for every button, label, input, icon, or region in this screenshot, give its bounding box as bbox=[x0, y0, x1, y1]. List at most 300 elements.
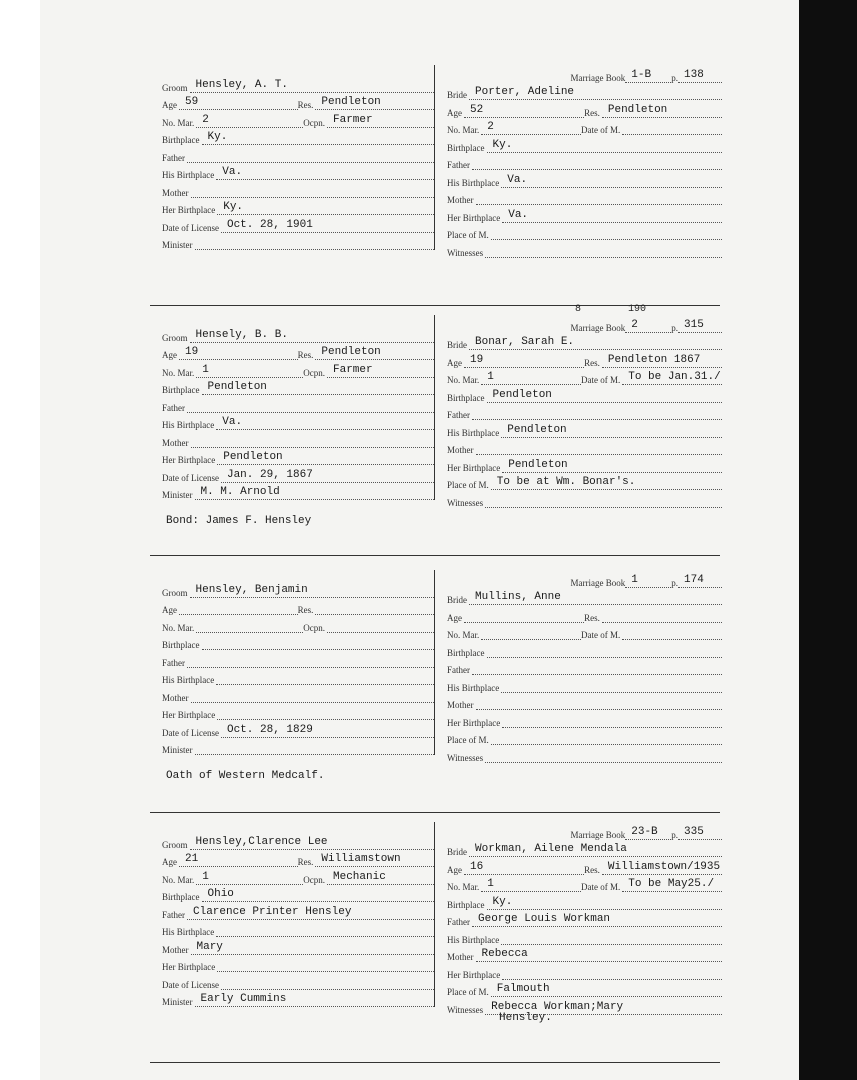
form-row bbox=[447, 927, 722, 945]
field-label: Place of M. bbox=[447, 735, 489, 745]
groom-name: Hensley,Clarence Lee bbox=[195, 835, 328, 848]
form-row bbox=[162, 93, 434, 111]
field-line bbox=[472, 912, 722, 927]
form-row bbox=[447, 385, 722, 403]
field-label: Her Birthplace bbox=[447, 462, 501, 473]
field-line bbox=[196, 870, 303, 885]
form-row bbox=[447, 840, 722, 858]
field-label: Mother bbox=[447, 952, 474, 962]
form-row bbox=[162, 615, 434, 633]
field-line bbox=[491, 475, 722, 490]
field-label: Birthplace bbox=[447, 899, 485, 910]
field-label: Groom bbox=[162, 332, 188, 343]
witnesses-continued: Hensley. bbox=[499, 1012, 552, 1024]
bride-no-mar: 1 bbox=[487, 878, 494, 890]
field-label: Age bbox=[447, 864, 462, 875]
bride-name: Mullins, Anne bbox=[475, 591, 561, 603]
field-label: Age bbox=[162, 350, 177, 360]
field-line bbox=[327, 618, 434, 633]
field-label: Mother bbox=[162, 944, 189, 955]
form-row bbox=[447, 980, 722, 998]
form-row bbox=[162, 198, 434, 216]
field-label: No. Mar. bbox=[447, 630, 480, 640]
field-label: His Birthplace bbox=[162, 170, 215, 180]
groom-no-mar: 2 bbox=[202, 113, 209, 126]
groom-occupation: Farmer bbox=[333, 113, 373, 126]
field-label: Place of M. bbox=[447, 230, 489, 240]
form-row bbox=[447, 170, 722, 188]
field-label: Date of License bbox=[162, 979, 219, 990]
record-divider bbox=[150, 1062, 720, 1063]
form-row bbox=[447, 188, 722, 206]
field-label: Witnesses bbox=[447, 1004, 484, 1015]
form-row bbox=[162, 650, 434, 668]
field-label: Res. bbox=[584, 357, 600, 368]
marriage-book-page: 315 bbox=[684, 318, 704, 331]
field-label: Minister bbox=[162, 490, 193, 500]
field-line bbox=[191, 688, 435, 703]
field-label: Res. bbox=[297, 605, 314, 615]
form-row bbox=[162, 902, 434, 920]
bride-residence: Williamstown/1935 bbox=[607, 860, 721, 873]
form-row bbox=[447, 490, 722, 508]
groom-no-mar: 1 bbox=[202, 363, 209, 376]
bride-column bbox=[447, 570, 722, 763]
field-line bbox=[472, 660, 722, 675]
field-label: No. Mar. bbox=[162, 117, 195, 128]
field-label: His Birthplace bbox=[162, 927, 215, 937]
marriage-book-page: 138 bbox=[684, 68, 704, 81]
groom-column bbox=[162, 315, 435, 500]
field-line bbox=[625, 318, 671, 333]
groom-column bbox=[162, 65, 435, 250]
form-row bbox=[162, 430, 434, 448]
field-line bbox=[202, 380, 435, 395]
form-row bbox=[162, 955, 434, 973]
field-line bbox=[487, 138, 723, 153]
groom-mother-birthplace: Pendleton bbox=[223, 451, 283, 463]
minister: M. M. Arnold bbox=[200, 486, 280, 498]
field-line bbox=[678, 318, 722, 333]
field-line bbox=[678, 573, 722, 588]
field-line bbox=[327, 363, 434, 378]
field-line bbox=[487, 643, 723, 658]
date-of-marriage: To be Jan.31./ bbox=[628, 371, 721, 383]
form-row bbox=[162, 180, 434, 198]
field-label: Mother bbox=[162, 692, 189, 703]
field-line bbox=[179, 345, 298, 360]
bride-residence: Pendleton 1867 bbox=[607, 353, 701, 366]
form-row bbox=[447, 640, 722, 658]
field-line bbox=[217, 200, 434, 215]
field-label: Ocpn. bbox=[303, 874, 325, 885]
form-row bbox=[162, 378, 434, 396]
form-row bbox=[162, 163, 434, 181]
field-line bbox=[221, 975, 434, 990]
bride-name: Porter, Adeline bbox=[475, 86, 575, 98]
field-label: p. bbox=[671, 577, 678, 588]
form-row bbox=[162, 720, 434, 738]
field-label: Bride bbox=[447, 90, 467, 100]
form-row bbox=[162, 110, 434, 128]
form-row bbox=[162, 413, 434, 431]
form-row bbox=[447, 710, 722, 728]
groom-column bbox=[162, 822, 435, 1007]
form-row bbox=[447, 857, 722, 875]
form-row bbox=[162, 233, 434, 251]
groom-name: Hensley, A. T. bbox=[195, 78, 288, 91]
form-row bbox=[162, 598, 434, 616]
marriage-book-number: 1 bbox=[631, 573, 638, 586]
field-line bbox=[187, 653, 434, 668]
bride-father: George Louis Workman bbox=[478, 913, 611, 925]
field-line bbox=[502, 208, 722, 223]
groom-mother-birthplace: Ky. bbox=[223, 201, 244, 213]
field-line bbox=[190, 78, 435, 93]
form-row bbox=[447, 693, 722, 711]
field-line bbox=[216, 415, 434, 430]
date-of-marriage: To be May25./ bbox=[628, 878, 715, 890]
bride-name: Workman, Ailene Mendala bbox=[475, 843, 627, 855]
field-label: Witnesses bbox=[447, 247, 484, 258]
form-row bbox=[162, 685, 434, 703]
date-of-license: Jan. 29, 1867 bbox=[226, 468, 313, 481]
field-label: Witnesses bbox=[447, 497, 484, 508]
field-label: Birthplace bbox=[162, 135, 200, 145]
bride-mother-birthplace: Va. bbox=[508, 208, 529, 221]
form-row bbox=[162, 483, 434, 501]
field-line bbox=[481, 120, 581, 135]
form-row bbox=[162, 703, 434, 721]
record-note: Oath of Western Medcalf. bbox=[166, 770, 325, 782]
field-label: Res. bbox=[297, 350, 314, 360]
field-label: Date of M. bbox=[581, 375, 621, 385]
field-label: Father bbox=[447, 410, 470, 420]
field-line bbox=[327, 113, 434, 128]
bride-residence: Pendleton bbox=[607, 103, 668, 116]
field-line bbox=[485, 493, 722, 508]
field-line bbox=[202, 887, 435, 902]
field-label: Marriage Book bbox=[570, 577, 626, 588]
form-row bbox=[447, 223, 722, 241]
field-line bbox=[481, 370, 581, 385]
field-label: His Birthplace bbox=[162, 675, 215, 685]
field-line bbox=[315, 345, 434, 360]
field-line bbox=[622, 625, 722, 640]
groom-birthplace: Ohio bbox=[207, 888, 234, 900]
field-label: Mother bbox=[447, 445, 474, 455]
field-label: Groom bbox=[162, 839, 188, 850]
field-line bbox=[190, 328, 435, 343]
bride-birthplace: Pendleton bbox=[492, 388, 552, 401]
form-row bbox=[162, 850, 434, 868]
field-label: Birthplace bbox=[447, 392, 485, 403]
form-row bbox=[162, 145, 434, 163]
form-row bbox=[447, 588, 722, 606]
field-line bbox=[469, 335, 722, 350]
record-divider bbox=[150, 812, 720, 813]
scan-dark-edge bbox=[799, 0, 857, 1080]
field-label: His Birthplace bbox=[447, 427, 500, 438]
field-line bbox=[216, 670, 434, 685]
form-row bbox=[447, 675, 722, 693]
field-label: Groom bbox=[162, 587, 188, 598]
form-row bbox=[162, 738, 434, 756]
field-label: Res. bbox=[584, 864, 600, 875]
form-row bbox=[447, 605, 722, 623]
field-line bbox=[469, 85, 722, 100]
form-row bbox=[447, 205, 722, 223]
minister: Early Cummins bbox=[200, 993, 287, 1005]
form-row bbox=[162, 465, 434, 483]
date-of-license: Oct. 28, 1901 bbox=[226, 218, 313, 231]
field-line bbox=[476, 695, 723, 710]
field-line bbox=[221, 218, 434, 233]
bride-mother-birthplace: Pendleton bbox=[508, 458, 568, 471]
field-label: Date of M. bbox=[581, 882, 621, 892]
field-line bbox=[191, 433, 435, 448]
field-label: Father bbox=[162, 909, 185, 920]
marriage-book-page: 174 bbox=[684, 573, 704, 586]
field-label: Mother bbox=[162, 187, 189, 198]
field-label: Father bbox=[447, 665, 470, 675]
field-label: Groom bbox=[162, 82, 188, 93]
marriage-book-page-alt: 190 bbox=[628, 304, 647, 315]
field-label: No. Mar. bbox=[162, 874, 195, 885]
field-label: Father bbox=[447, 917, 470, 927]
field-label: Minister bbox=[162, 240, 193, 250]
field-label: Age bbox=[162, 605, 177, 615]
field-line bbox=[190, 583, 435, 598]
marriage-book-number: 1-B bbox=[631, 68, 652, 81]
field-line bbox=[501, 930, 722, 945]
form-row bbox=[447, 118, 722, 136]
form-row bbox=[447, 420, 722, 438]
form-row bbox=[447, 745, 722, 763]
field-line bbox=[487, 388, 723, 403]
bride-column bbox=[447, 315, 722, 508]
field-label: Place of M. bbox=[447, 987, 489, 997]
field-label: Birthplace bbox=[162, 892, 200, 902]
field-line bbox=[491, 730, 722, 745]
field-line bbox=[179, 600, 298, 615]
form-row bbox=[447, 910, 722, 928]
field-label: Ocpn. bbox=[303, 622, 325, 633]
form-row bbox=[162, 580, 434, 598]
form-row bbox=[162, 972, 434, 990]
form-row bbox=[162, 448, 434, 466]
field-line bbox=[469, 842, 722, 857]
form-row bbox=[447, 438, 722, 456]
field-label: No. Mar. bbox=[447, 125, 480, 135]
field-label: Age bbox=[447, 107, 462, 118]
field-label: Her Birthplace bbox=[162, 962, 216, 972]
groom-residence: Williamstown bbox=[321, 853, 401, 865]
bride-column bbox=[447, 822, 722, 1015]
field-line bbox=[464, 103, 584, 118]
field-label: Place of M. bbox=[447, 480, 489, 490]
field-label: His Birthplace bbox=[447, 934, 500, 945]
form-row bbox=[162, 395, 434, 413]
marriage-book-number: 2 bbox=[631, 318, 638, 331]
field-line bbox=[501, 173, 722, 188]
place-of-marriage: Falmouth bbox=[496, 983, 550, 995]
field-line bbox=[187, 905, 434, 920]
field-line bbox=[195, 992, 435, 1007]
field-label: Date of M. bbox=[581, 630, 621, 640]
marriage-book-row bbox=[447, 65, 722, 83]
field-line bbox=[625, 573, 671, 588]
groom-occupation: Mechanic bbox=[333, 870, 386, 883]
form-row bbox=[447, 240, 722, 258]
field-line bbox=[622, 877, 722, 892]
field-line bbox=[481, 625, 581, 640]
field-label: Birthplace bbox=[447, 142, 485, 153]
groom-residence: Pendleton bbox=[321, 96, 381, 108]
groom-birthplace: Pendleton bbox=[207, 381, 267, 393]
groom-name: Hensely, B. B. bbox=[195, 328, 288, 341]
field-label: Her Birthplace bbox=[447, 969, 501, 980]
field-line bbox=[196, 618, 303, 633]
field-line bbox=[472, 405, 722, 420]
field-label: p. bbox=[671, 322, 678, 333]
form-row bbox=[162, 867, 434, 885]
field-label: His Birthplace bbox=[447, 682, 500, 693]
bride-father-birthplace: Va. bbox=[507, 173, 528, 186]
field-line bbox=[622, 120, 722, 135]
form-row bbox=[447, 403, 722, 421]
field-label: Date of License bbox=[162, 222, 219, 233]
field-line bbox=[602, 860, 722, 875]
field-label: Bride bbox=[447, 340, 467, 350]
bride-birthplace: Ky. bbox=[492, 895, 513, 908]
field-line bbox=[202, 635, 435, 650]
field-label: p. bbox=[671, 829, 678, 840]
field-label: Father bbox=[447, 160, 470, 170]
groom-age: 19 bbox=[185, 346, 199, 358]
field-label: Age bbox=[447, 612, 462, 623]
field-label: Birthplace bbox=[162, 640, 200, 650]
form-row bbox=[447, 728, 722, 746]
field-line bbox=[476, 947, 723, 962]
field-line bbox=[195, 485, 435, 500]
field-line bbox=[491, 982, 722, 997]
field-label: No. Mar. bbox=[447, 375, 480, 385]
field-label: Father bbox=[162, 657, 185, 668]
form-row bbox=[447, 455, 722, 473]
field-label: Father bbox=[162, 402, 185, 413]
groom-age: 21 bbox=[185, 853, 199, 865]
field-line bbox=[217, 705, 434, 720]
field-label: Res. bbox=[297, 100, 314, 110]
field-line bbox=[625, 825, 671, 840]
field-label: Minister bbox=[162, 997, 193, 1007]
field-label: His Birthplace bbox=[447, 177, 500, 188]
field-label: Res. bbox=[297, 857, 314, 867]
field-line bbox=[502, 458, 722, 473]
field-label: Bride bbox=[447, 847, 467, 857]
form-row bbox=[162, 75, 434, 93]
field-line bbox=[191, 183, 435, 198]
bride-no-mar: 1 bbox=[487, 371, 494, 383]
field-label: Age bbox=[447, 357, 462, 368]
field-label: Birthplace bbox=[162, 385, 200, 395]
bride-father-birthplace: Pendleton bbox=[507, 423, 567, 436]
field-line bbox=[464, 860, 584, 875]
field-label: Her Birthplace bbox=[447, 212, 501, 223]
field-label: Marriage Book bbox=[570, 322, 626, 333]
field-line bbox=[315, 95, 434, 110]
field-label: Birthplace bbox=[447, 647, 485, 658]
form-row bbox=[447, 100, 722, 118]
marriage-book-alt: 8 bbox=[575, 304, 582, 315]
form-row bbox=[447, 83, 722, 101]
field-label: Her Birthplace bbox=[447, 717, 501, 728]
form-row bbox=[162, 360, 434, 378]
field-line bbox=[216, 922, 434, 937]
form-row bbox=[447, 350, 722, 368]
bride-column bbox=[447, 65, 722, 258]
field-line bbox=[502, 713, 722, 728]
field-line bbox=[187, 148, 434, 163]
field-line bbox=[217, 450, 434, 465]
field-label: No. Mar. bbox=[447, 882, 480, 892]
groom-age: 59 bbox=[185, 96, 199, 108]
field-label: Her Birthplace bbox=[162, 205, 216, 215]
field-label: Father bbox=[162, 152, 185, 163]
field-label: No. Mar. bbox=[162, 622, 195, 633]
marriage-book-row bbox=[447, 315, 722, 333]
date-of-license: Oct. 28, 1829 bbox=[226, 723, 313, 736]
marriage-book-row bbox=[447, 570, 722, 588]
field-label: Date of M. bbox=[581, 125, 621, 135]
form-row bbox=[162, 668, 434, 686]
field-line bbox=[491, 225, 722, 240]
form-row bbox=[447, 333, 722, 351]
record-divider bbox=[150, 555, 720, 556]
field-line bbox=[187, 398, 434, 413]
field-label: p. bbox=[671, 72, 678, 83]
field-line bbox=[501, 423, 722, 438]
field-line bbox=[485, 748, 722, 763]
field-line bbox=[191, 940, 435, 955]
form-row bbox=[447, 473, 722, 491]
field-line bbox=[602, 103, 722, 118]
groom-mother: Mary bbox=[196, 940, 223, 953]
field-label: Date of License bbox=[162, 472, 219, 483]
bride-age: 52 bbox=[470, 103, 484, 116]
form-row bbox=[447, 623, 722, 641]
field-label: Mother bbox=[162, 437, 189, 448]
field-label: No. Mar. bbox=[162, 367, 195, 378]
bride-age: 16 bbox=[470, 860, 484, 873]
form-row bbox=[162, 920, 434, 938]
form-row bbox=[162, 832, 434, 850]
field-label: Minister bbox=[162, 745, 193, 755]
bride-no-mar: 2 bbox=[487, 121, 494, 133]
field-line bbox=[195, 235, 435, 250]
form-row bbox=[447, 945, 722, 963]
field-label: Bride bbox=[447, 595, 467, 605]
field-line bbox=[625, 68, 671, 83]
bride-birthplace: Ky. bbox=[492, 138, 513, 151]
field-label: Her Birthplace bbox=[162, 710, 216, 720]
bride-name: Bonar, Sarah E. bbox=[475, 336, 575, 348]
field-line bbox=[472, 155, 722, 170]
field-line bbox=[195, 740, 435, 755]
form-row bbox=[447, 368, 722, 386]
groom-father-birthplace: Va. bbox=[222, 166, 243, 178]
